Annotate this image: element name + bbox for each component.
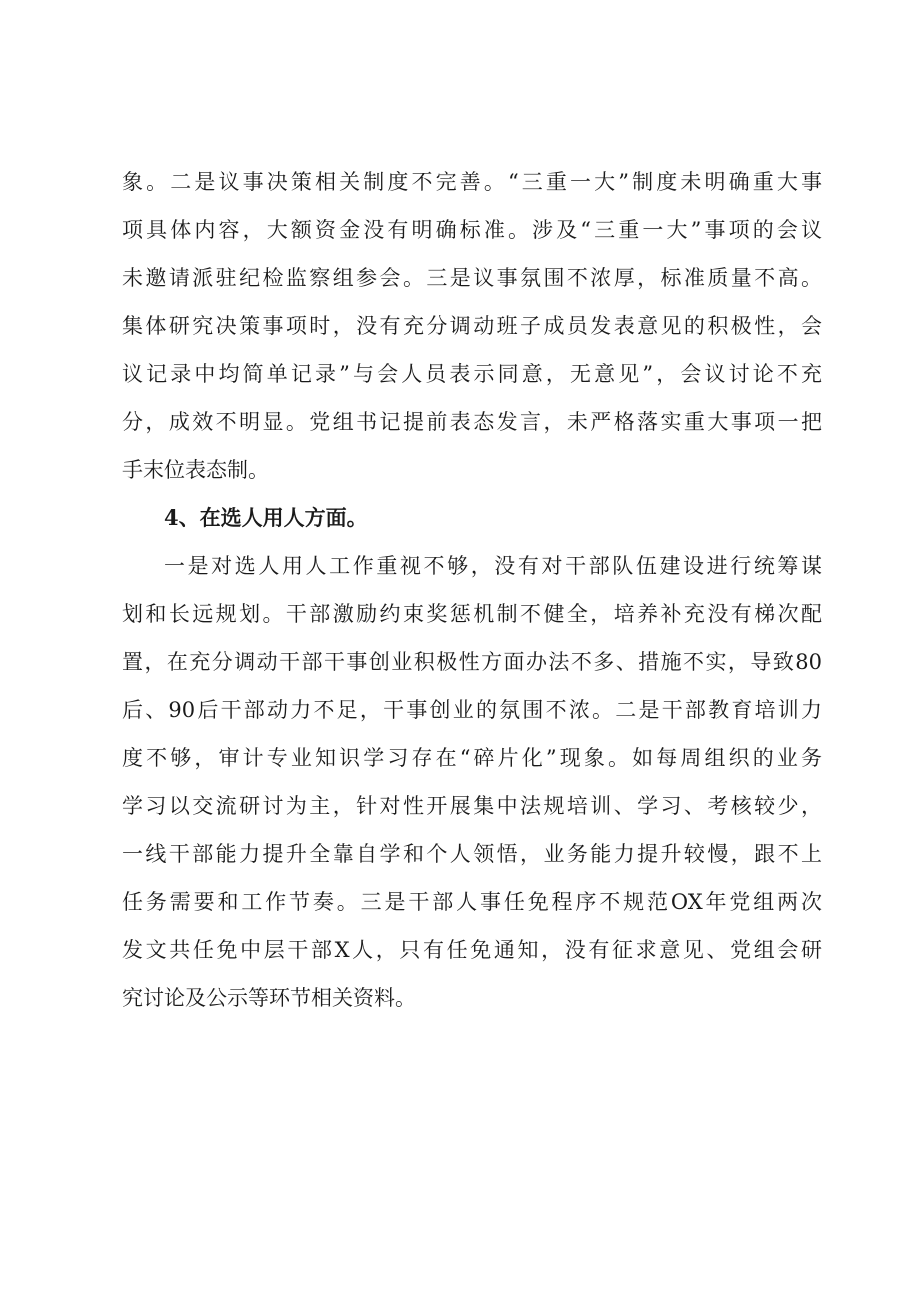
text-line: 分，成效不明显。党组书记提前表态发言，未严格落实重大事项一把 <box>122 410 822 434</box>
text-line: 究讨论及公示等环节相关资料。 <box>122 986 416 1010</box>
text-line: 一线干部能力提升全靠自学和个人领悟，业务能力提升较慢，跟不上 <box>122 842 822 866</box>
text-line: 度不够，审计专业知识学习存在“碎片化”现象。如每周组织的业务 <box>122 746 822 770</box>
text-line: 集体研究决策事项时，没有充分调动班子成员发表意见的积极性，会 <box>122 314 822 338</box>
text-line: 划和长远规划。干部激励约束奖惩机制不健全，培养补充没有梯次配 <box>122 602 822 626</box>
document-body <box>122 158 822 1022</box>
paragraph-personnel-selection <box>122 542 822 1022</box>
text-line: 议记录中均简单记录”与会人员表示同意，无意见”，会议讨论不充 <box>122 362 822 386</box>
section-heading: 4、在选人用人方面。 <box>164 505 368 530</box>
text-line: 项具体内容，大额资金没有明确标准。涉及“三重一大”事项的会议 <box>122 218 822 242</box>
text-line: 发文共任免中层干部X人，只有任免通知，没有征求意见、党组会研 <box>122 938 822 962</box>
text-line: 置，在充分调动干部干事创业积极性方面办法不多、措施不实，导致80 <box>122 650 822 674</box>
text-line: 象。二是议事决策相关制度不完善。“三重一大”制度未明确重大事 <box>122 170 822 194</box>
text-line: 学习以交流研讨为主，针对性开展集中法规培训、学习、考核较少， <box>122 794 822 818</box>
text-line: 一是对选人用人工作重视不够，没有对干部队伍建设进行统筹谋 <box>164 554 822 578</box>
text-line: 未邀请派驻纪检监察组参会。三是议事氛围不浓厚，标准质量不高。 <box>122 266 822 290</box>
text-line: 任务需要和工作节奏。三是干部人事任免程序不规范OX年党组两次 <box>122 890 822 914</box>
text-line: 后、90后干部动力不足，干事创业的氛围不浓。二是干部教育培训力 <box>122 698 822 722</box>
paragraph-decision-making <box>122 158 822 494</box>
text-line: 手末位表态制。 <box>122 458 269 482</box>
